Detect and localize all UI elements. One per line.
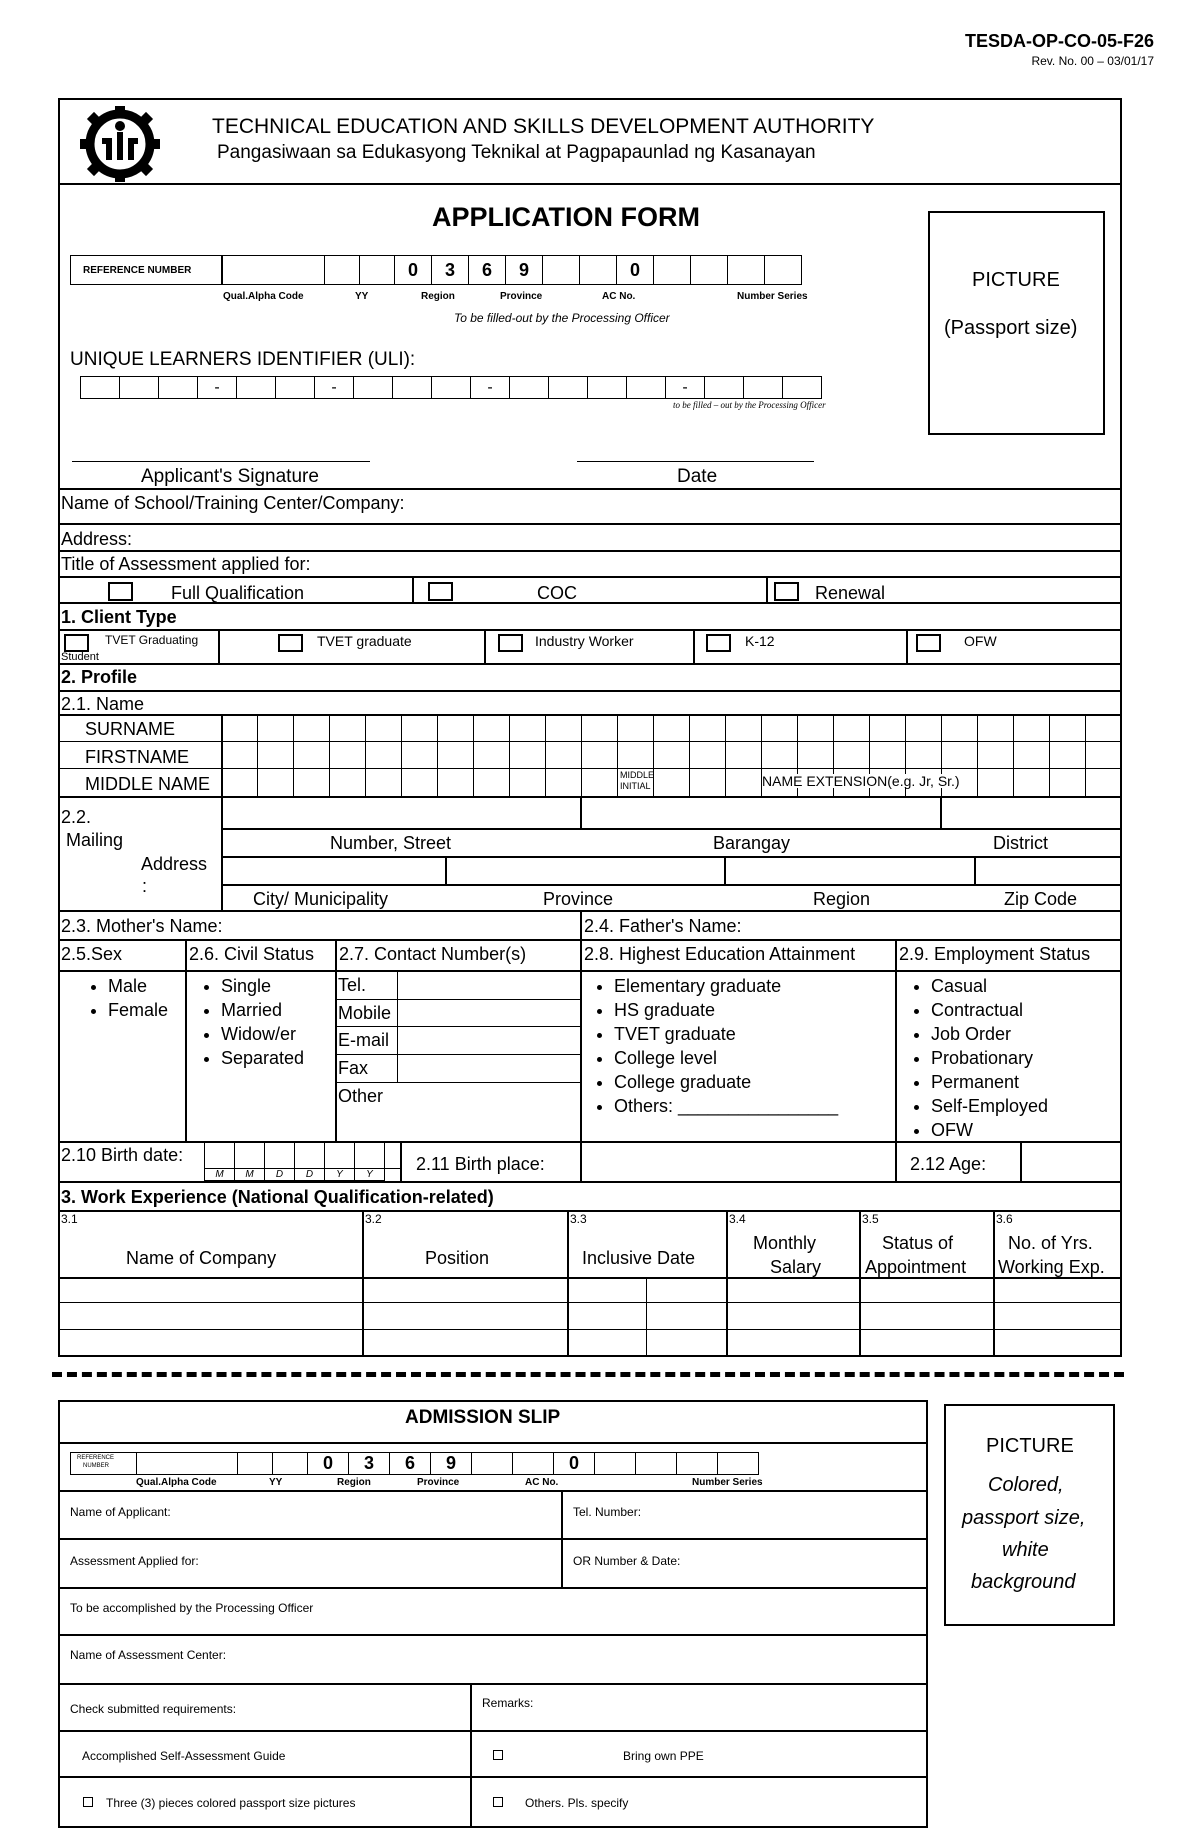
- surname-label: SURNAME: [85, 719, 176, 739]
- civil-option-separated[interactable]: • Separated: [221, 1046, 304, 1070]
- employ-option[interactable]: • Contractual: [931, 998, 1048, 1022]
- admission-ref-label-2: NUMBER: [83, 1463, 110, 1469]
- others-checkbox[interactable]: [493, 1797, 503, 1807]
- work-experience-title: 3. Work Experience (National Qualification-related): [61, 1187, 494, 1207]
- city-label: City/ Municipality: [253, 889, 389, 909]
- monthly-salary-header-2: Salary: [770, 1257, 822, 1277]
- uli-cell[interactable]: [275, 376, 315, 399]
- name-grid-line: [653, 714, 654, 796]
- col-num-3-4: 3.4: [729, 1212, 746, 1226]
- uli-dash: -: [314, 376, 354, 399]
- mobile-input[interactable]: [398, 1000, 579, 1025]
- k12-label: K-12: [745, 633, 775, 649]
- reference-number-label: REFERENCE NUMBER: [83, 265, 192, 276]
- middle-initial-label: MIDDLE: [620, 770, 655, 780]
- contact-heading: 2.7. Contact Number(s): [339, 944, 527, 964]
- uli-cell[interactable]: [548, 376, 588, 399]
- adm-ref-cell[interactable]: [272, 1452, 308, 1475]
- col-num-3-5: 3.5: [862, 1212, 879, 1226]
- ref-cell[interactable]: 3: [431, 255, 469, 285]
- tvet-graduate-label: TVET graduate: [317, 633, 412, 649]
- ref-cell[interactable]: [542, 255, 580, 285]
- admission-picture-desc-2: passport size,: [962, 1507, 1086, 1529]
- inclusive-date-header: Inclusive Date: [582, 1248, 696, 1268]
- ref-cell[interactable]: [653, 255, 691, 285]
- name-grid-line: [257, 714, 258, 796]
- name-grid-line: [1085, 714, 1086, 796]
- civil-option-single[interactable]: • Single: [221, 974, 304, 998]
- date-line: [577, 461, 814, 462]
- mailing-number: 2.2.: [61, 807, 92, 827]
- uli-cell[interactable]: [236, 376, 276, 399]
- uli-cell[interactable]: [119, 376, 159, 399]
- educ-option[interactable]: • College level: [614, 1046, 838, 1070]
- school-label: Name of School/Training Center/Company:: [61, 493, 405, 513]
- tel-number-label: Tel. Number:: [573, 1505, 642, 1519]
- adm-ref-cell[interactable]: 6: [389, 1452, 431, 1475]
- employ-option[interactable]: • Permanent: [931, 1070, 1048, 1094]
- coc-label: COC: [537, 583, 577, 603]
- employ-option[interactable]: • Probationary: [931, 1046, 1048, 1070]
- form-title: APPLICATION FORM: [432, 202, 700, 232]
- name-grid-line: [1049, 714, 1050, 796]
- contact-fax-label: Fax: [338, 1058, 369, 1078]
- revision-number: Rev. No. 00 – 03/01/17: [1031, 54, 1154, 68]
- coc-checkbox[interactable]: [428, 582, 453, 601]
- client-type-title: 1. Client Type: [61, 607, 177, 627]
- contact-tel-label: Tel.: [338, 975, 367, 995]
- ppe-label: Bring own PPE: [623, 1749, 704, 1763]
- tesda-gear-logo-icon: [74, 104, 166, 182]
- name-grid-line: [329, 714, 330, 796]
- appointment-status-header: Status of: [882, 1233, 954, 1253]
- adm-caption-region: Region: [337, 1477, 371, 1488]
- birthdate-label: 2.10 Birth date:: [61, 1145, 184, 1165]
- signature-line: [72, 461, 370, 462]
- education-heading: 2.8. Highest Education Attainment: [584, 944, 856, 964]
- cut-line: [52, 1372, 1124, 1377]
- birthdate-cell-y[interactable]: Y: [324, 1141, 355, 1181]
- mailing-address-label: Address: [141, 854, 208, 874]
- profile-title: 2. Profile: [61, 667, 138, 687]
- admission-picture-desc-3: white: [1002, 1539, 1049, 1561]
- uli-cell[interactable]: [587, 376, 627, 399]
- sex-options[interactable]: [88, 974, 168, 1022]
- mother-name-label: 2.3. Mother's Name:: [61, 916, 223, 936]
- name-grid-line: [509, 714, 510, 796]
- educ-option[interactable]: • TVET graduate: [614, 1022, 838, 1046]
- ref-cell[interactable]: 0: [394, 255, 432, 285]
- birthdate-cell-d[interactable]: D: [264, 1141, 295, 1181]
- reference-number-cells[interactable]: [222, 255, 802, 285]
- position-header: Position: [425, 1248, 490, 1268]
- caption-province: Province: [500, 291, 543, 302]
- uli-cell[interactable]: [431, 376, 471, 399]
- employ-option[interactable]: • Casual: [931, 974, 1048, 998]
- barangay-label: Barangay: [713, 833, 791, 853]
- full-qualification-checkbox[interactable]: [108, 582, 133, 601]
- adm-ref-cell[interactable]: [512, 1452, 554, 1475]
- uli-cell[interactable]: [80, 376, 120, 399]
- renewal-checkbox[interactable]: [774, 582, 799, 601]
- full-qualification-label: Full Qualification: [171, 583, 305, 603]
- address-label: Address:: [61, 529, 133, 549]
- education-options[interactable]: [594, 974, 838, 1118]
- company-header: Name of Company: [126, 1248, 277, 1268]
- ref-cell[interactable]: [690, 255, 728, 285]
- name-grid-line: [437, 714, 438, 796]
- name-extension-label: NAME EXTENSION(e.g. Jr, Sr.): [762, 773, 960, 789]
- col-num-3-3: 3.3: [570, 1212, 587, 1226]
- sex-option-female[interactable]: • Female: [108, 998, 168, 1022]
- years-exp-header: No. of Yrs.: [1008, 1233, 1093, 1253]
- tvet-graduate-checkbox[interactable]: [278, 634, 303, 652]
- adm-caption-ac: AC No.: [525, 1477, 559, 1488]
- ref-cell[interactable]: [359, 255, 395, 285]
- admission-picture-desc-4: background: [971, 1571, 1076, 1593]
- reference-note: To be filled-out by the Processing Officer: [454, 311, 670, 325]
- col-num-3-6: 3.6: [996, 1212, 1013, 1226]
- tvet-graduating-label-2: Student: [61, 651, 99, 663]
- adm-ref-cell[interactable]: [594, 1452, 636, 1475]
- uli-dash: -: [197, 376, 237, 399]
- employ-option[interactable]: • OFW: [931, 1118, 1048, 1142]
- form-code: TESDA-OP-CO-05-F26: [964, 31, 1154, 51]
- adm-ref-cell[interactable]: [676, 1452, 718, 1475]
- admission-slip-title: ADMISSION SLIP: [405, 1407, 561, 1428]
- picture-label: PICTURE: [972, 269, 1060, 291]
- uli-label: UNIQUE LEARNERS IDENTIFIER (ULI):: [70, 349, 416, 370]
- pictures-checkbox[interactable]: [83, 1797, 93, 1807]
- fax-input[interactable]: [398, 1055, 579, 1081]
- applicant-signature-label: Applicant's Signature: [141, 466, 319, 487]
- industry-worker-label: Industry Worker: [535, 633, 634, 649]
- region-label: Region: [813, 889, 871, 909]
- ref-cell[interactable]: [324, 255, 360, 285]
- birthdate-cell-m[interactable]: M: [234, 1141, 265, 1181]
- col-num-3-2: 3.2: [365, 1212, 382, 1226]
- uli-dash: -: [665, 376, 705, 399]
- applicant-name-label: Name of Applicant:: [70, 1505, 171, 1519]
- firstname-label: FIRSTNAME: [85, 747, 190, 767]
- ppe-checkbox[interactable]: [493, 1750, 503, 1760]
- province-label: Province: [543, 889, 614, 909]
- agency-name: TECHNICAL EDUCATION AND SKILLS DEVELOPMENT AUTHORITY: [212, 115, 875, 138]
- uli-cell[interactable]: [392, 376, 432, 399]
- birthdate-cell-d[interactable]: D: [294, 1141, 325, 1181]
- email-input[interactable]: [398, 1027, 579, 1053]
- middlename-label: MIDDLE NAME: [85, 774, 211, 794]
- adm-caption-yy: YY: [269, 1477, 283, 1488]
- employ-option[interactable]: • Self-Employed: [931, 1094, 1048, 1118]
- date-label: Date: [677, 466, 718, 487]
- birthdate-cell-m[interactable]: M: [204, 1141, 235, 1181]
- monthly-salary-header: Monthly: [753, 1233, 817, 1253]
- assessment-applied-label: Assessment Applied for:: [70, 1554, 199, 1568]
- name-grid-line: [401, 714, 402, 796]
- employ-option[interactable]: • Job Order: [931, 1022, 1048, 1046]
- admission-reference-cells[interactable]: [137, 1452, 759, 1475]
- tel-input[interactable]: [398, 971, 579, 998]
- agency-name-tagalog: Pangasiwaan sa Edukasyong Teknikal at Pagpapaunlad ng Kasanayan: [217, 142, 816, 163]
- civil-option-married[interactable]: • Married: [221, 998, 304, 1022]
- adm-ref-cell[interactable]: 3: [348, 1452, 390, 1475]
- ref-cell[interactable]: [579, 255, 617, 285]
- contact-mobile-label: Mobile: [338, 1003, 392, 1023]
- name-grid-line: [689, 714, 690, 796]
- industry-worker-checkbox[interactable]: [498, 634, 523, 652]
- ref-cell[interactable]: [221, 255, 325, 285]
- uli-cell[interactable]: [782, 376, 822, 399]
- father-name-label: 2.4. Father's Name:: [584, 916, 742, 936]
- processing-officer-label: To be accomplished by the Processing Officer: [70, 1601, 314, 1615]
- birthplace-input[interactable]: [582, 1143, 894, 1179]
- assessment-center-label: Name of Assessment Center:: [70, 1648, 227, 1662]
- mailing-colon: :: [142, 876, 148, 896]
- age-input[interactable]: [1022, 1143, 1120, 1179]
- years-exp-header-2: Working Exp.: [998, 1257, 1105, 1277]
- contact-other-label: Other: [338, 1086, 384, 1106]
- adm-ref-cell[interactable]: [717, 1452, 759, 1475]
- ref-cell[interactable]: [727, 255, 765, 285]
- sex-option-male[interactable]: • Male: [108, 974, 168, 998]
- adm-ref-cell[interactable]: [237, 1452, 273, 1475]
- name-grid-line: [365, 714, 366, 796]
- name-grid-line: [473, 714, 474, 796]
- tvet-graduating-label: TVET Graduating: [105, 633, 199, 647]
- ref-cell[interactable]: 0: [616, 255, 654, 285]
- educ-option[interactable]: • College graduate: [614, 1070, 838, 1094]
- adm-caption-series: Number Series: [692, 1477, 763, 1488]
- requirements-label: Check submitted requirements:: [70, 1702, 237, 1716]
- ref-cell[interactable]: 9: [505, 255, 543, 285]
- uli-cell[interactable]: [158, 376, 198, 399]
- adm-ref-cell[interactable]: 9: [430, 1452, 472, 1475]
- uli-cell[interactable]: [509, 376, 549, 399]
- civil-option-widow[interactable]: • Widow/er: [221, 1022, 304, 1046]
- k12-checkbox[interactable]: [706, 634, 731, 652]
- admission-picture-label: PICTURE: [986, 1435, 1074, 1457]
- birthdate-cells[interactable]: [205, 1141, 385, 1181]
- civil-status-options[interactable]: [201, 974, 304, 1070]
- name-grid-line: [725, 714, 726, 796]
- middle-initial-label-2: INITIAL: [620, 781, 651, 791]
- ref-cell[interactable]: 6: [468, 255, 506, 285]
- picture-size: (Passport size): [944, 317, 1078, 339]
- uli-cells[interactable]: [81, 376, 822, 399]
- caption-yy: YY: [355, 291, 369, 302]
- number-street-label: Number, Street: [330, 833, 452, 853]
- renewal-label: Renewal: [815, 583, 886, 603]
- admission-picture-desc-1: Colored,: [988, 1474, 1064, 1496]
- name-grid-line: [581, 714, 582, 796]
- contact-email-label: E-mail: [338, 1030, 390, 1050]
- uli-cell[interactable]: [353, 376, 393, 399]
- age-label: 2.12 Age:: [910, 1154, 987, 1174]
- birthplace-label: 2.11 Birth place:: [416, 1154, 545, 1174]
- name-grid-line: [1013, 714, 1014, 796]
- name-grid-line: [221, 714, 223, 796]
- admission-ref-label: REFERENCE: [77, 1455, 115, 1461]
- caption-region: Region: [421, 291, 455, 302]
- adm-ref-cell[interactable]: [471, 1452, 513, 1475]
- caption-ac: AC No.: [602, 291, 636, 302]
- name-grid-line: [617, 714, 618, 796]
- ofw-label: OFW: [964, 633, 997, 649]
- remarks-label: Remarks:: [482, 1696, 534, 1710]
- appointment-status-header-2: Appointment: [865, 1257, 967, 1277]
- adm-ref-cell[interactable]: 0: [307, 1452, 349, 1475]
- civil-status-heading: 2.6. Civil Status: [189, 944, 315, 964]
- name-title: 2.1. Name: [61, 694, 145, 714]
- educ-option-others[interactable]: • Others: ________________: [614, 1094, 838, 1118]
- self-assessment-label: Accomplished Self-Assessment Guide: [82, 1749, 286, 1763]
- employment-options[interactable]: [911, 974, 1048, 1142]
- employment-heading: 2.9. Employment Status: [899, 944, 1091, 964]
- district-label: District: [993, 833, 1048, 853]
- adm-ref-cell[interactable]: [136, 1452, 238, 1475]
- uli-cell[interactable]: [743, 376, 783, 399]
- adm-caption-province: Province: [417, 1477, 460, 1488]
- educ-option[interactable]: • HS graduate: [614, 998, 838, 1022]
- caption-qual: Qual.Alpha Code: [223, 291, 304, 302]
- adm-ref-cell[interactable]: 0: [553, 1452, 595, 1475]
- tvet-graduating-checkbox[interactable]: [64, 634, 89, 652]
- adm-ref-cell[interactable]: [635, 1452, 677, 1475]
- caption-series: Number Series: [737, 291, 808, 302]
- birthdate-cell-y[interactable]: Y: [354, 1141, 385, 1181]
- others-label: Others. Pls. specify: [525, 1796, 629, 1810]
- or-number-label: OR Number & Date:: [573, 1554, 681, 1568]
- uli-cell[interactable]: [704, 376, 744, 399]
- uli-note: to be filled – out by the Processing Officer: [673, 400, 826, 410]
- name-grid-line: [293, 714, 294, 796]
- adm-caption-qual: Qual.Alpha Code: [136, 1477, 217, 1488]
- ref-cell[interactable]: [764, 255, 802, 285]
- mailing-label: Mailing: [66, 830, 124, 850]
- name-grid-line: [545, 714, 546, 796]
- assessment-title-label: Title of Assessment applied for:: [61, 554, 311, 574]
- educ-option[interactable]: • Elementary graduate: [614, 974, 838, 998]
- pictures-label: Three (3) pieces colored passport size pictures: [106, 1796, 356, 1810]
- zip-label: Zip Code: [1004, 889, 1078, 909]
- uli-cell[interactable]: [626, 376, 666, 399]
- sex-heading: 2.5.Sex: [61, 944, 123, 964]
- ofw-checkbox[interactable]: [916, 634, 941, 652]
- name-grid-line: [977, 714, 978, 796]
- uli-dash: -: [470, 376, 510, 399]
- col-num-3-1: 3.1: [61, 1212, 78, 1226]
